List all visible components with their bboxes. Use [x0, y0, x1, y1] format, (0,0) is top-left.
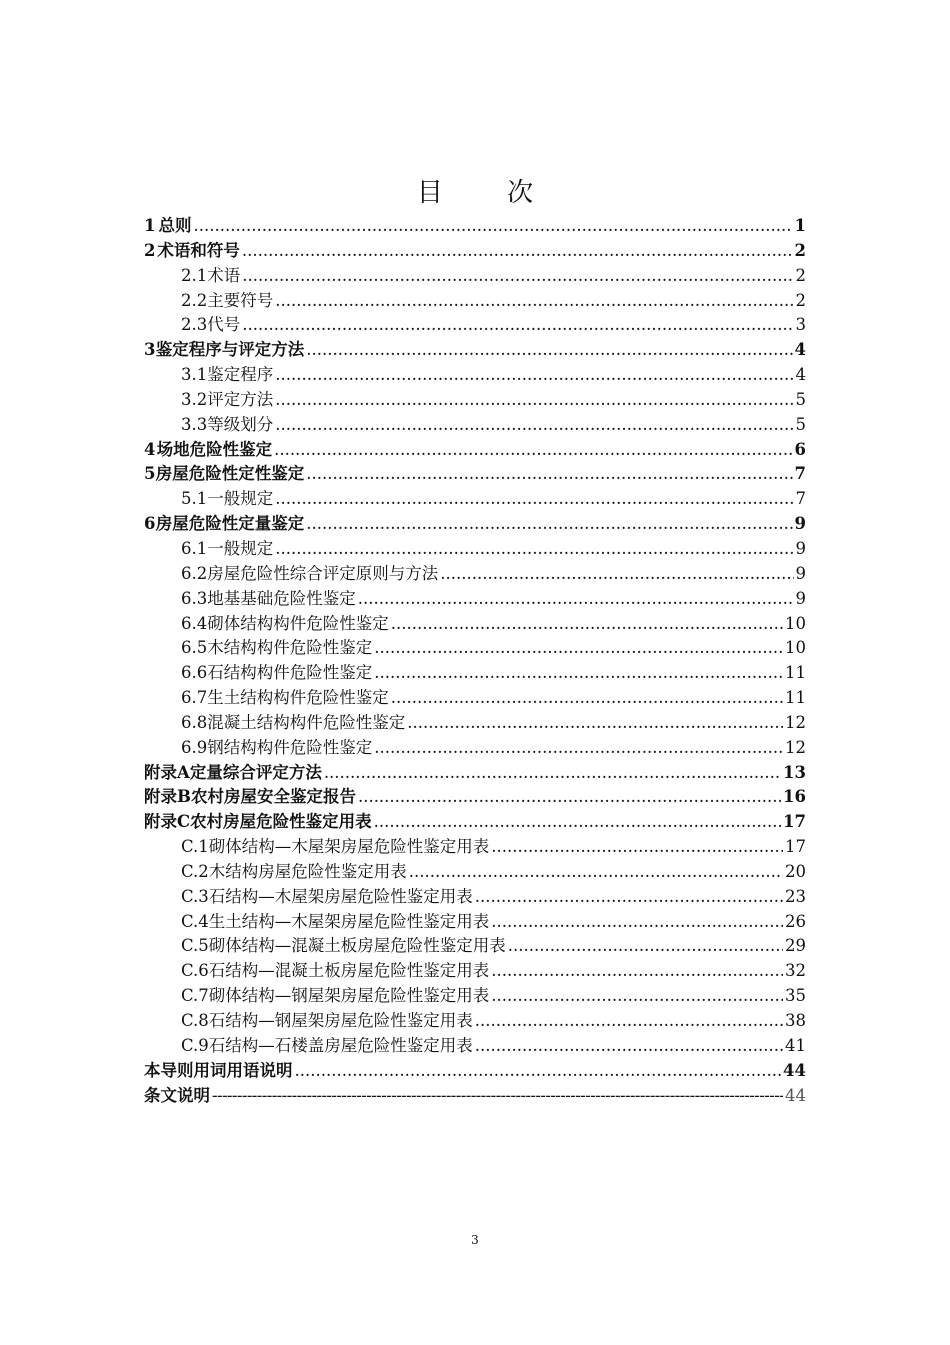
toc-leader: [374, 636, 783, 661]
toc-entry-number: 6.9: [181, 737, 208, 757]
toc-entry-label: 生土结构构件危险性鉴定: [207, 688, 389, 708]
toc-entry-page: 16: [783, 787, 806, 807]
toc-leader: [491, 959, 783, 984]
toc-leader: [374, 810, 781, 835]
toc-entry-label: 石结构—混凝土板房屋危险性鉴定用表: [208, 961, 490, 981]
toc-leader: [475, 1034, 783, 1059]
toc-entry-label: 房屋危险性定性鉴定: [155, 464, 305, 484]
toc-entry-page: 44: [783, 1060, 806, 1080]
toc-leader: [409, 860, 783, 885]
toc-entry-label: 条文说明: [144, 1085, 210, 1105]
toc-entry-number: 6.5: [181, 638, 208, 658]
toc-entry-label: 房屋危险性定量鉴定: [155, 514, 305, 534]
toc-leader: [306, 462, 792, 487]
toc-leader: [440, 562, 793, 587]
toc-entry-page: 2: [795, 265, 806, 285]
toc-entry[interactable]: [144, 462, 806, 487]
toc-entry[interactable]: [144, 934, 806, 959]
toc-leader: [275, 388, 793, 413]
toc-entry[interactable]: [144, 686, 806, 711]
toc-entry-number: 4: [144, 439, 156, 459]
toc-entry-label: 一般规定: [207, 538, 274, 558]
toc-entry-page: 11: [785, 688, 806, 708]
toc-entry[interactable]: [144, 363, 806, 388]
toc-leader: [475, 885, 783, 910]
toc-entry[interactable]: [144, 959, 806, 984]
toc-entry-label: 钢结构构件危险性鉴定: [207, 737, 373, 757]
toc-leader: [242, 313, 793, 338]
toc-entry-number: 3.2: [181, 389, 208, 409]
toc-entry-label: 混凝土结构构件危险性鉴定: [207, 712, 406, 732]
toc-entry-label: 定量综合评定方法: [189, 762, 322, 782]
toc-entry-number: 2.2: [181, 290, 208, 310]
toc-entry-page: 29: [785, 936, 806, 956]
toc-entry-label: 鉴定程序与评定方法: [155, 340, 305, 360]
page-number: 3: [471, 1233, 479, 1247]
toc-entry-label: 砌体结构—木屋架房屋危险性鉴定用表: [208, 837, 490, 857]
toc-entry-label: 砌体结构构件危险性鉴定: [207, 613, 389, 633]
toc-entry[interactable]: [144, 214, 806, 239]
toc-entry-number: 5: [144, 464, 156, 484]
toc-entry-page: 9: [794, 514, 806, 534]
toc-leader: [275, 289, 793, 314]
toc-entry-label: 砌体结构—钢屋架房屋危险性鉴定用表: [208, 986, 490, 1006]
toc-entry-page: 23: [785, 886, 806, 906]
toc-entry-page: 5: [795, 414, 806, 434]
toc-leader: [275, 537, 793, 562]
toc-entry[interactable]: [144, 636, 806, 661]
toc-entry-label: 地基基础危险性鉴定: [207, 588, 356, 608]
toc-entry[interactable]: [144, 711, 806, 736]
toc-entry-number: 2.3: [181, 315, 208, 335]
toc-entry-page: 38: [785, 1011, 806, 1030]
toc-entry-page: 20: [785, 861, 806, 881]
toc-entry-label: 生土结构—木屋架房屋危险性鉴定用表: [208, 911, 490, 931]
toc-entry[interactable]: [144, 910, 806, 935]
toc-entry-page: 5: [795, 389, 806, 409]
toc-entry-page: 35: [785, 986, 806, 1006]
toc-entry-number: C.4: [181, 911, 209, 931]
toc-entry[interactable]: [144, 1009, 806, 1034]
page-title: 目 次: [416, 178, 562, 208]
toc-entry-number: C.2: [181, 861, 209, 881]
toc-leader: [391, 612, 783, 637]
toc-entry-label: 场地危险性鉴定: [156, 439, 273, 459]
toc-entry-number: 6.8: [181, 712, 208, 732]
toc-entry-number: 6.4: [181, 613, 208, 633]
toc-leader: [475, 1009, 783, 1034]
toc-entry-label: 石结构—木屋架房屋危险性鉴定用表: [208, 886, 473, 906]
toc-entry-label: 鉴定程序: [207, 365, 274, 385]
toc-entry-number: 6.6: [181, 663, 208, 683]
toc-entry[interactable]: [144, 438, 806, 463]
toc-entry-page: 26: [785, 911, 806, 931]
toc-entry[interactable]: [144, 661, 806, 686]
toc-leader: [491, 910, 783, 935]
toc-entry[interactable]: [144, 388, 806, 413]
table-of-contents: [144, 214, 806, 1108]
toc-leader: [374, 736, 783, 761]
toc-entry-number: 附录B: [144, 787, 191, 807]
toc-entry-label: 术语: [207, 265, 241, 285]
toc-entry-page: 41: [785, 1035, 806, 1055]
toc-entry-page: 12: [785, 712, 806, 732]
toc-entry-page: 12: [785, 737, 806, 757]
toc-leader: [306, 512, 792, 537]
toc-entry[interactable]: [144, 984, 806, 1009]
toc-leader: [491, 835, 783, 860]
toc-entry[interactable]: [144, 736, 806, 761]
toc-entry-number: 附录C: [144, 812, 191, 832]
toc-entry[interactable]: [144, 587, 806, 612]
toc-leader: [194, 214, 793, 239]
toc-entry-number: 3.3: [181, 414, 208, 434]
toc-leader: [508, 934, 783, 959]
toc-entry-label: 一般规定: [207, 489, 274, 509]
toc-entry-number: 6.3: [181, 588, 208, 608]
toc-leader: [374, 661, 783, 686]
toc-leader: [212, 1084, 783, 1109]
toc-entry-label: 石结构—石楼盖房屋危险性鉴定用表: [208, 1035, 473, 1055]
toc-entry-page: 1: [794, 216, 806, 235]
toc-entry[interactable]: [144, 1059, 806, 1084]
toc-entry-number: 3: [144, 340, 156, 360]
toc-entry-page: 4: [794, 340, 806, 360]
toc-entry-number: 2: [144, 240, 156, 260]
toc-leader: [491, 984, 783, 1009]
toc-entry[interactable]: [144, 264, 806, 289]
toc-entry-number: 1: [144, 216, 156, 235]
toc-leader: [275, 363, 793, 388]
toc-entry-page: 13: [783, 762, 806, 782]
toc-entry[interactable]: [144, 562, 806, 587]
toc-entry[interactable]: [144, 1084, 806, 1109]
toc-entry[interactable]: [144, 313, 806, 338]
toc-entry-label: 石结构—钢屋架房屋危险性鉴定用表: [208, 1011, 473, 1030]
toc-entry-number: 6.1: [181, 538, 208, 558]
toc-entry-number: C.9: [181, 1035, 209, 1055]
toc-entry-label: 评定方法: [207, 389, 274, 409]
toc-entry-number: C.3: [181, 886, 209, 906]
toc-entry-page: 9: [795, 563, 806, 583]
toc-entry-page: 9: [795, 588, 806, 608]
toc-entry[interactable]: [144, 289, 806, 314]
toc-leader: [275, 413, 793, 438]
toc-entry-label: 木结构房屋危险性鉴定用表: [208, 861, 407, 881]
toc-entry-label: 房屋危险性综合评定原则与方法: [207, 563, 439, 583]
toc-entry-page: 10: [785, 613, 806, 633]
toc-entry-page: 11: [785, 663, 806, 683]
toc-entry-label: 木结构构件危险性鉴定: [207, 638, 373, 658]
toc-entry-label: 总则: [158, 216, 192, 235]
toc-entry-number: C.8: [181, 1011, 209, 1030]
toc-entry-label: 等级划分: [207, 414, 274, 434]
toc-leader: [407, 711, 783, 736]
toc-leader: [358, 587, 794, 612]
toc-leader: [275, 487, 793, 512]
toc-entry-number: C.5: [181, 936, 209, 956]
toc-entry[interactable]: [144, 1034, 806, 1059]
toc-entry-label: 农村房屋危险性鉴定用表: [190, 812, 372, 832]
toc-entry[interactable]: [144, 860, 806, 885]
toc-leader: [358, 785, 781, 810]
toc-entry-page: 32: [785, 961, 806, 981]
toc-entry-number: 附录A: [144, 762, 190, 782]
toc-entry-number: C.1: [181, 837, 209, 857]
toc-entry-number: C.6: [181, 961, 209, 981]
toc-entry[interactable]: [144, 487, 806, 512]
toc-entry[interactable]: [144, 512, 806, 537]
toc-entry-label: 石结构构件危险性鉴定: [207, 663, 373, 683]
toc-entry-page: 2: [795, 290, 806, 310]
toc-entry-label: 砌体结构—混凝土板房屋危险性鉴定用表: [208, 936, 506, 956]
toc-entry-page: 3: [795, 315, 806, 335]
toc-entry-label: 农村房屋安全鉴定报告: [190, 787, 356, 807]
toc-entry[interactable]: [144, 785, 806, 810]
toc-entry-page: 17: [785, 837, 806, 857]
toc-entry[interactable]: [144, 885, 806, 910]
toc-entry-number: 5.1: [181, 489, 208, 509]
toc-entry-page: 2: [794, 240, 806, 260]
toc-entry-label: 主要符号: [207, 290, 274, 310]
toc-entry-number: 6: [144, 514, 156, 534]
toc-entry-page: 4: [795, 365, 806, 385]
toc-entry[interactable]: [144, 612, 806, 637]
toc-entry-label: 术语和符号: [157, 240, 240, 260]
toc-entry-page: 6: [794, 439, 806, 459]
toc-entry-page: 17: [783, 812, 806, 832]
toc-entry-page: 44: [785, 1085, 806, 1105]
toc-entry-number: 6.7: [181, 688, 208, 708]
toc-entry[interactable]: [144, 810, 806, 835]
toc-leader: [306, 338, 792, 363]
toc-leader: [242, 264, 793, 289]
toc-entry-label: 代号: [207, 315, 241, 335]
toc-entry-number: 6.2: [181, 563, 208, 583]
toc-entry-page: 7: [795, 489, 806, 509]
toc-leader: [324, 761, 781, 786]
toc-entry[interactable]: [144, 537, 806, 562]
toc-entry-number: C.7: [181, 986, 209, 1006]
toc-entry-number: 2.1: [181, 265, 208, 285]
toc-leader: [391, 686, 783, 711]
toc-entry[interactable]: [144, 761, 806, 786]
toc-entry-page: 9: [795, 538, 806, 558]
toc-entry-page: 10: [785, 638, 806, 658]
toc-entry-page: 7: [794, 464, 806, 484]
toc-leader: [295, 1059, 782, 1084]
toc-leader: [242, 239, 793, 264]
toc-entry[interactable]: [144, 338, 806, 363]
toc-entry[interactable]: [144, 835, 806, 860]
toc-entry-number: 3.1: [181, 365, 208, 385]
toc-entry[interactable]: [144, 239, 806, 264]
toc-entry[interactable]: [144, 413, 806, 438]
toc-leader: [274, 438, 792, 463]
toc-entry-label: 本导则用词用语说明: [144, 1060, 293, 1080]
